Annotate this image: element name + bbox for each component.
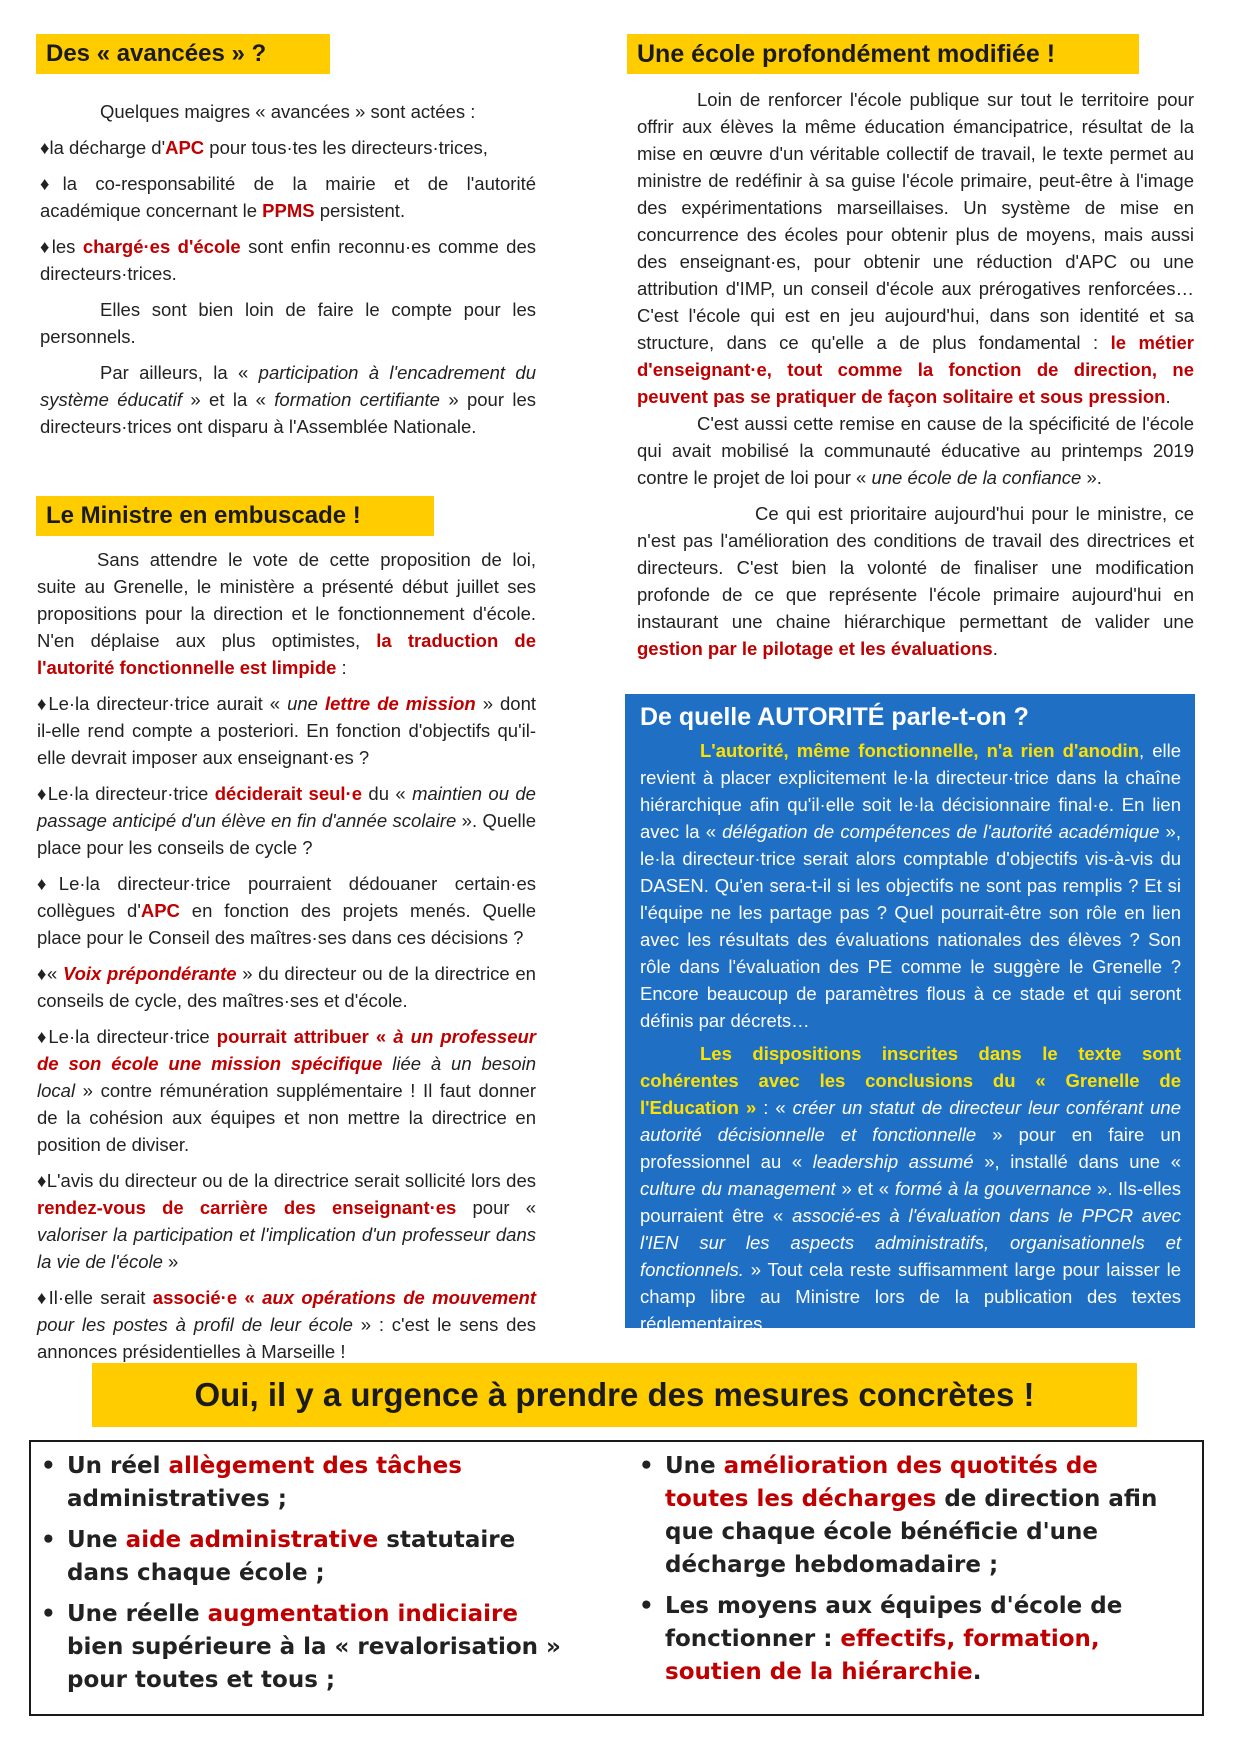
demands-right-column	[635, 1450, 1187, 1697]
text: » et «	[835, 1178, 895, 1199]
avancees-bullet-2	[40, 170, 536, 224]
dot-bullet-icon: •	[639, 1593, 654, 1619]
emphasis: lettre de mission	[324, 693, 476, 714]
avancees-intro: Quelques maigres « avancées » sont actées :	[100, 101, 476, 122]
emphasis: PPMS	[262, 200, 315, 221]
text: », installé dans une «	[973, 1151, 1181, 1172]
ministre-intro	[37, 546, 536, 681]
diamond-bullet-icon: ♦	[37, 693, 49, 714]
list-item	[635, 1590, 1187, 1689]
ecole-paragraph-3	[637, 500, 1194, 662]
avancees-paragraph-ailleurs	[40, 359, 536, 440]
diamond-bullet-icon: ♦	[40, 173, 63, 194]
avancees-bullet-1	[40, 134, 536, 161]
emphasis: Les dispositions inscrites dans le texte sont cohérentes avec les conclusions du « Grenelle de l'Education »	[640, 1043, 1181, 1118]
text: du «	[362, 783, 413, 804]
italic-text: culture du management	[640, 1178, 836, 1199]
text: Les moyens aux équipes d'école de fonctionner :	[665, 1593, 1123, 1652]
dot-bullet-icon: •	[41, 1527, 56, 1553]
emphasis: chargé·es d'école	[82, 236, 241, 257]
text: «	[46, 963, 63, 984]
text: Le·la directeur·trice	[48, 1026, 217, 1047]
emphasis: augmentation indiciaire	[207, 1601, 518, 1627]
ministre-section	[37, 546, 536, 1365]
diamond-bullet-icon: ♦	[37, 873, 59, 894]
demands-box	[29, 1440, 1204, 1716]
ministre-bullet-1	[37, 690, 536, 771]
list-item	[635, 1450, 1187, 1582]
text: en fonction des projets menés. Quelle place pour le Conseil des maîtres·ses dans ces décisions ?	[37, 900, 536, 948]
text: » pour les directeurs·trices ont disparu à l'Assemblée Nationale.	[40, 389, 536, 437]
text: statutaire dans chaque école ;	[67, 1527, 516, 1586]
emphasis: à un professeur de son école une mission spécifique	[37, 1026, 536, 1074]
emphasis: gestion par le pilotage et les évaluations	[637, 638, 993, 659]
ministre-bullet-3	[37, 870, 536, 951]
text: persistent.	[314, 200, 406, 221]
text: Une	[665, 1453, 724, 1479]
text: .	[1165, 386, 1171, 407]
emphasis: le métier d'enseignant·e, tout comme la fonction de direction, ne peuvent pas se pratiquer de façon solitaire et sous pression	[637, 332, 1194, 407]
italic-text: une école de la confiance	[871, 467, 1082, 488]
italic-text: pour les postes à profil de leur école	[37, 1314, 353, 1335]
text: Loin de renforcer l'école publique sur tout le territoire pour offrir aux élèves la même éducation émancipatrice, résultat de la mise en œuvre d'un véritable collectif de travail, le texte permet au ministre de redéfinir à sa guise l'école primaire, peut-être à l'image des expérimentations marseillaises. Un système de mise en concurrence des écoles pour obtenir plus de moyens, mais aussi des enseignant·es, pour obtenir une réduction d'APC ou une attribution d'IMP, un conseil d'école aux prérogatives renforcées… C'est l'école qui est en jeu aujourd'hui, dans son identité et sa structure, dans ce qu'elle a de plus fondamental :	[637, 89, 1194, 353]
text: la co-responsabilité de la mairie et de l'autorité académique concernant le	[40, 173, 536, 221]
text: .	[972, 1659, 982, 1685]
demands-left-list	[37, 1450, 567, 1697]
emphasis: effectifs, formation, soutien de la hiérarchie	[665, 1626, 1100, 1685]
ecole-paragraph-1	[637, 86, 1194, 410]
text: ».	[1081, 467, 1102, 488]
avancees-paragraph-loin: Elles sont bien loin de faire le compte pour les personnels.	[40, 299, 536, 347]
autorite-paragraph-2	[640, 1040, 1181, 1337]
text: » contre rémunération supplémentaire ! Il faut donner de la cohésion aux équipes et non mettre la directrice en position de diviser.	[37, 1080, 536, 1155]
emphasis: déciderait seul·e	[214, 783, 362, 804]
ministre-bullet-5	[37, 1023, 536, 1158]
autorite-box	[625, 694, 1195, 1334]
emphasis: pourrait attribuer «	[216, 1026, 394, 1047]
heading-avancees	[36, 34, 330, 74]
heading-ministre	[36, 496, 434, 536]
list-item	[37, 1598, 567, 1697]
ecole-section	[637, 86, 1194, 662]
text: Sans attendre le vote de cette proposition de loi, suite au Grenelle, le ministère a présenté début juillet ses propositions pour la direction et le fonctionnement d'école. N'en déplaise aux plus optimistes,	[37, 549, 536, 651]
italic-text: leadership assumé	[812, 1151, 974, 1172]
text: » Tout cela reste suffisamment large pour laisser le champ libre au Ministre lors de la publication des textes réglementaires .	[640, 1259, 1181, 1334]
italic-text: formation certifiante	[274, 389, 440, 410]
diamond-bullet-icon: ♦	[37, 963, 47, 984]
emphasis: rendez-vous de carrière des enseignant·es	[37, 1197, 457, 1218]
list-item	[37, 1524, 567, 1590]
text: Par ailleurs, la «	[100, 362, 259, 383]
diamond-bullet-icon: ♦	[40, 137, 50, 158]
dot-bullet-icon: •	[41, 1601, 56, 1627]
italic-text: créer un statut de directeur leur conférant une autorité décisionnelle et fonctionnelle	[640, 1097, 1182, 1145]
text: ». Quelle place pour les conseils de cycle ?	[37, 810, 536, 858]
text: .	[992, 638, 998, 659]
heading-ecole	[627, 34, 1139, 74]
emphasis: APC	[165, 137, 205, 158]
diamond-bullet-icon: ♦	[40, 236, 52, 257]
text: :	[336, 657, 347, 678]
text: ». Ils-elles pourraient être «	[640, 1178, 1181, 1226]
emphasis: Voix prépondérante	[62, 963, 237, 984]
text: pour «	[456, 1197, 536, 1218]
italic-text: associé-es à l'évaluation dans le PPCR avec l'IEN sur les aspects administratifs, organisationnels et fonctionnels.	[640, 1205, 1182, 1280]
italic-text: valoriser la participation et l'implication d'un professeur dans la vie de l'école	[37, 1224, 536, 1272]
autorite-paragraph-1	[640, 737, 1181, 1034]
italic-text: formé à la gouvernance	[894, 1178, 1092, 1199]
italic-text: participation à l'encadrement du système éducatif	[40, 362, 536, 410]
emphasis: allègement des tâches	[168, 1453, 462, 1479]
text: Le·la directeur·trice	[47, 783, 215, 804]
text: , elle revient à placer explicitement le·la directeur·trice dans la chaîne hiérarchique afin qu'il·elle soit le·la décisionnaire final·e. En lien avec la «	[640, 740, 1182, 842]
urgence-banner	[92, 1363, 1137, 1427]
heading-avancees-text: Des « avancées » ?	[46, 40, 267, 67]
text: les	[51, 236, 83, 257]
text: L'avis du directeur ou de la directrice serait sollicité lors des	[46, 1170, 536, 1191]
diamond-bullet-icon: ♦	[37, 783, 48, 804]
ministre-bullet-7	[37, 1284, 536, 1365]
urgence-banner-text: Oui, il y a urgence à prendre des mesures concrètes !	[194, 1376, 1035, 1413]
avancees-section	[40, 98, 536, 440]
text: » et la «	[182, 389, 275, 410]
italic-text: délégation de compétences de l'autorité académique	[722, 821, 1160, 842]
text: » du directeur ou de la directrice en conseils de cycle, des maîtres·ses et d'école.	[37, 963, 536, 1011]
text: Le·la directeur·trice pourraient dédouaner certain·es collègues d'	[37, 873, 536, 921]
text: Un réel	[67, 1453, 169, 1479]
emphasis: associé·e «	[152, 1287, 263, 1308]
text: la décharge d'	[49, 137, 166, 158]
text: sont enfin reconnu·es comme des directeurs·trices.	[40, 236, 536, 284]
heading-autorite: De quelle AUTORITÉ parle-t-on ?	[640, 703, 1029, 731]
text: : «	[756, 1097, 793, 1118]
emphasis: APC	[140, 900, 180, 921]
text: » dont il-elle rend compte a posteriori. En fonction d'objectifs qu'il-elle devrait imposer aux enseignant·es ?	[37, 693, 536, 768]
emphasis: aux opérations de mouvement	[262, 1287, 536, 1308]
demands-right-list	[635, 1450, 1187, 1689]
list-item	[37, 1450, 567, 1516]
text: C'est aussi cette remise en cause de la spécificité de l'école qui avait mobilisé la communauté éducative au printemps 2019 contre le projet de loi pour «	[637, 413, 1194, 488]
text: », le·la directeur·trice serait alors comptable d'objectifs vis-à-vis du DASEN. Qu'en sera-t-il si les objectifs ne sont pas remplis ? Et si l'équipe ne les partage pas ? Quel pourrait-être son rôle en lien avec les résultats des évaluations nationales des élèves ? Son rôle dans l'évaluation des PE comme le suggère le Grenelle ? Encore beaucoup de paramètres flous à ce stade et qui seront définis par décrets…	[640, 821, 1181, 1031]
italic-text: une	[287, 693, 325, 714]
dot-bullet-icon: •	[639, 1453, 654, 1479]
text: Le·la directeur·trice aurait «	[48, 693, 288, 714]
text: de direction afin que chaque école bénéficie d'une décharge hebdomadaire ;	[665, 1486, 1158, 1578]
diamond-bullet-icon: ♦	[37, 1287, 49, 1308]
text: » : c'est le sens des annonces présidentielles à Marseille !	[37, 1314, 536, 1362]
emphasis: amélioration des quotités de toutes les décharges	[665, 1453, 1098, 1512]
text: pour tous·tes les directeurs·trices,	[204, 137, 488, 158]
text: Il·elle serait	[48, 1287, 153, 1308]
emphasis: aide administrative	[125, 1527, 379, 1553]
ecole-paragraph-2	[637, 410, 1194, 491]
avancees-bullet-3	[40, 233, 536, 287]
text: » pour en faire un professionnel au «	[640, 1124, 1181, 1172]
text: Ce qui est prioritaire aujourd'hui pour le ministre, ce n'est pas l'amélioration des conditions de travail des directrices et directeurs. C'est bien la volonté de finaliser une modification profonde de ce que représente l'école primaire aujourd'hui en instaurant une chaine hiérarchique permettant de valider une	[637, 503, 1194, 632]
ministre-bullet-2	[37, 780, 536, 861]
italic-text: liée à un besoin local	[37, 1053, 536, 1101]
ministre-bullet-4	[37, 960, 536, 1014]
heading-ministre-text: Le Ministre en embuscade !	[46, 502, 361, 529]
diamond-bullet-icon: ♦	[37, 1170, 47, 1191]
diamond-bullet-icon: ♦	[37, 1026, 49, 1047]
dot-bullet-icon: •	[41, 1453, 56, 1479]
emphasis: L'autorité, même fonctionnelle, n'a rien d'anodin	[700, 740, 1139, 761]
heading-ecole-text: Une école profondément modifiée !	[637, 40, 1056, 68]
ministre-bullet-6	[37, 1167, 536, 1275]
demands-left-column	[37, 1450, 567, 1705]
text: Une	[67, 1527, 126, 1553]
text: Une réelle	[67, 1601, 208, 1627]
text: »	[162, 1251, 179, 1272]
text: bien supérieure à la « revalorisation » pour toutes et tous ;	[67, 1634, 561, 1693]
italic-text: maintien ou de passage anticipé d'un élève en fin d'année scolaire	[37, 783, 536, 831]
text: administratives ;	[67, 1486, 288, 1512]
emphasis: la traduction de l'autorité fonctionnelle est limpide	[37, 630, 536, 678]
